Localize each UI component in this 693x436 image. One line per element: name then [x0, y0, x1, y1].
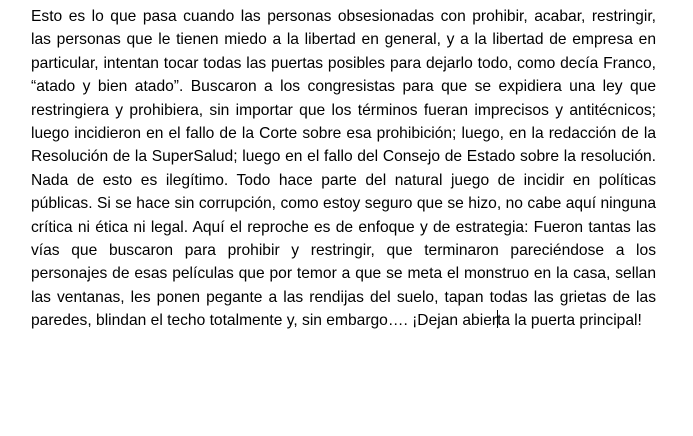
document-paragraph[interactable]	[31, 5, 656, 333]
text-line-14	[31, 309, 656, 332]
text-line-12: personajes de esas películas que por temor a que se meta el monstruo en la casa, sellan	[31, 265, 656, 283]
text-line-1: Esto es lo que pasa cuando las personas obsesionadas con prohibir, acabar, restringir,	[31, 8, 656, 25]
text-line-10: crítica ni ética ni legal. Aquí el reproche es de enfoque y de estrategia: Fueron tantas las	[31, 218, 656, 236]
text-line-6: luego incidieron en el fallo de la Corte sobre esa prohibición; luego, en la redacción de la	[31, 125, 656, 143]
text-line-8: Nada de esto es ilegítimo. Todo hace parte del natural juego de incidir en políticas	[31, 171, 656, 189]
text-before-cursor: paredes, blindan el techo totalmente y, sin embargo…. ¡Dejan abier	[31, 312, 498, 330]
text-line-5: restringiera y prohibiera, sin importar que los términos fueran imprecisos y antitécnicos;	[31, 101, 656, 119]
text-line-11: vías que buscaron para prohibir y restringir, que terminaron pareciéndose a los	[31, 242, 656, 260]
text-line-9: públicas. Si se hace sin corrupción, como estoy seguro que se hizo, no cabe aquí ninguna	[31, 195, 656, 213]
text-line-3: particular, intentan tocar todas las puertas posibles para dejarlo todo, como decía Franco,	[31, 54, 656, 72]
text-line-13: las ventanas, les ponen pegante a las rendijas del suelo, tapan todas las grietas de las	[31, 288, 656, 306]
text-line-4: “atado y bien atado”. Buscaron a los congresistas para que se expidiera una ley que	[31, 78, 656, 96]
text-line-7: Resolución de la SuperSalud; luego en el fallo del Consejo de Estado sobre la resolución.	[31, 148, 656, 166]
text-line-2: las personas que le tienen miedo a la libertad en general, y a la libertad de empresa en	[31, 31, 656, 49]
text-after-cursor: ta la puerta principal!	[497, 312, 642, 330]
